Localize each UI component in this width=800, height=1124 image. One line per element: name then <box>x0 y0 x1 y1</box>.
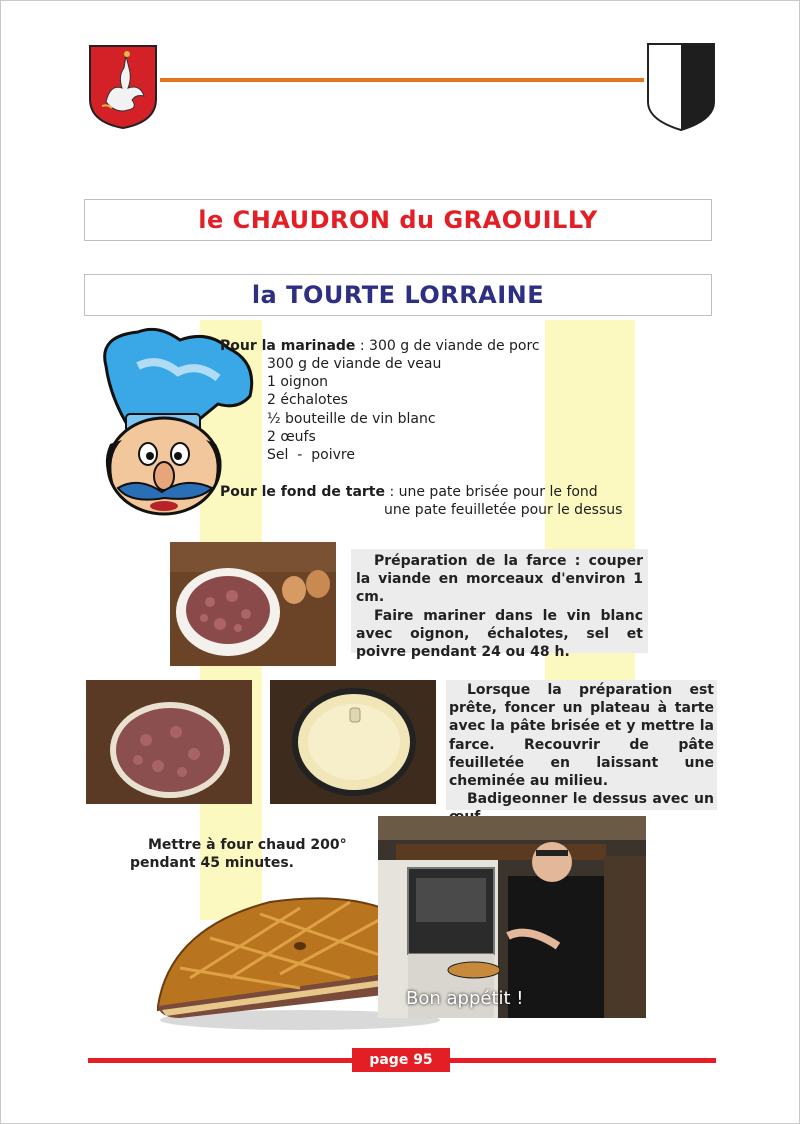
marinade-item: Sel - poivre <box>267 447 355 463</box>
recipe-title-box <box>84 274 712 316</box>
marinade-heading <box>220 337 540 355</box>
farce-step-1: Préparation de la farce : couper la viande en morceaux d'environ 1 cm. <box>356 553 643 606</box>
recipe-title: la TOURTE LORRAINE <box>251 281 545 309</box>
graouilly-crest-icon <box>88 44 158 130</box>
marinated-meat-bowl-photo <box>170 542 336 666</box>
farce-instructions-box <box>351 549 648 661</box>
main-title: le CHAUDRON du GRAOUILLY <box>198 206 598 234</box>
marinade-label: Pour la marinade <box>220 338 356 354</box>
cooking-instructions <box>130 836 347 873</box>
fond-label: Pour le fond de tarte <box>220 484 385 500</box>
covered-tart-photo <box>270 680 436 804</box>
assembly-instructions-box <box>446 680 717 810</box>
marinade-item: 300 g de viande de porc <box>369 338 540 354</box>
page-number-badge: page 95 <box>352 1048 450 1072</box>
marinade-item: 1 oignon <box>267 374 329 390</box>
marinade-item: ½ bouteille de vin blanc <box>267 411 436 427</box>
fond-item: une pate feuilletée pour le dessus <box>384 502 623 518</box>
marinade-item: 300 g de viande de veau <box>267 356 442 372</box>
assembly-step-2: Badigeonner le dessus avec un <box>467 791 714 808</box>
farce-step-2: Faire mariner dans le vin blanc avec oignon, échalotes, sel et poivre pendant 24 ou 48 h. <box>356 607 643 661</box>
header-accent-line <box>160 78 644 82</box>
marinade-item: 2 échalotes <box>267 392 348 408</box>
fond-separator: : <box>385 484 399 500</box>
fond-heading <box>220 483 598 501</box>
cooking-line-2: pendant 45 minutes. <box>130 855 295 872</box>
marinade-separator: : <box>355 338 370 354</box>
meat-in-tart-pan-photo <box>86 680 252 804</box>
main-title-box <box>84 199 712 241</box>
fond-item: une pate brisée pour le fond <box>398 484 598 500</box>
cooking-line-1: Mettre à four chaud 200° <box>148 837 347 853</box>
photo-caption: Bon appétit ! <box>406 988 524 1009</box>
assembly-step-1: Lorsque la préparation est prête, foncer un plateau à tarte avec la pâte brisée et y mettre la farce. Recouvrir de pâte feuilletée en laissant une cheminée au milieu. <box>449 682 714 790</box>
black-white-shield-icon <box>646 42 716 132</box>
marinade-item: 2 œufs <box>267 429 316 445</box>
